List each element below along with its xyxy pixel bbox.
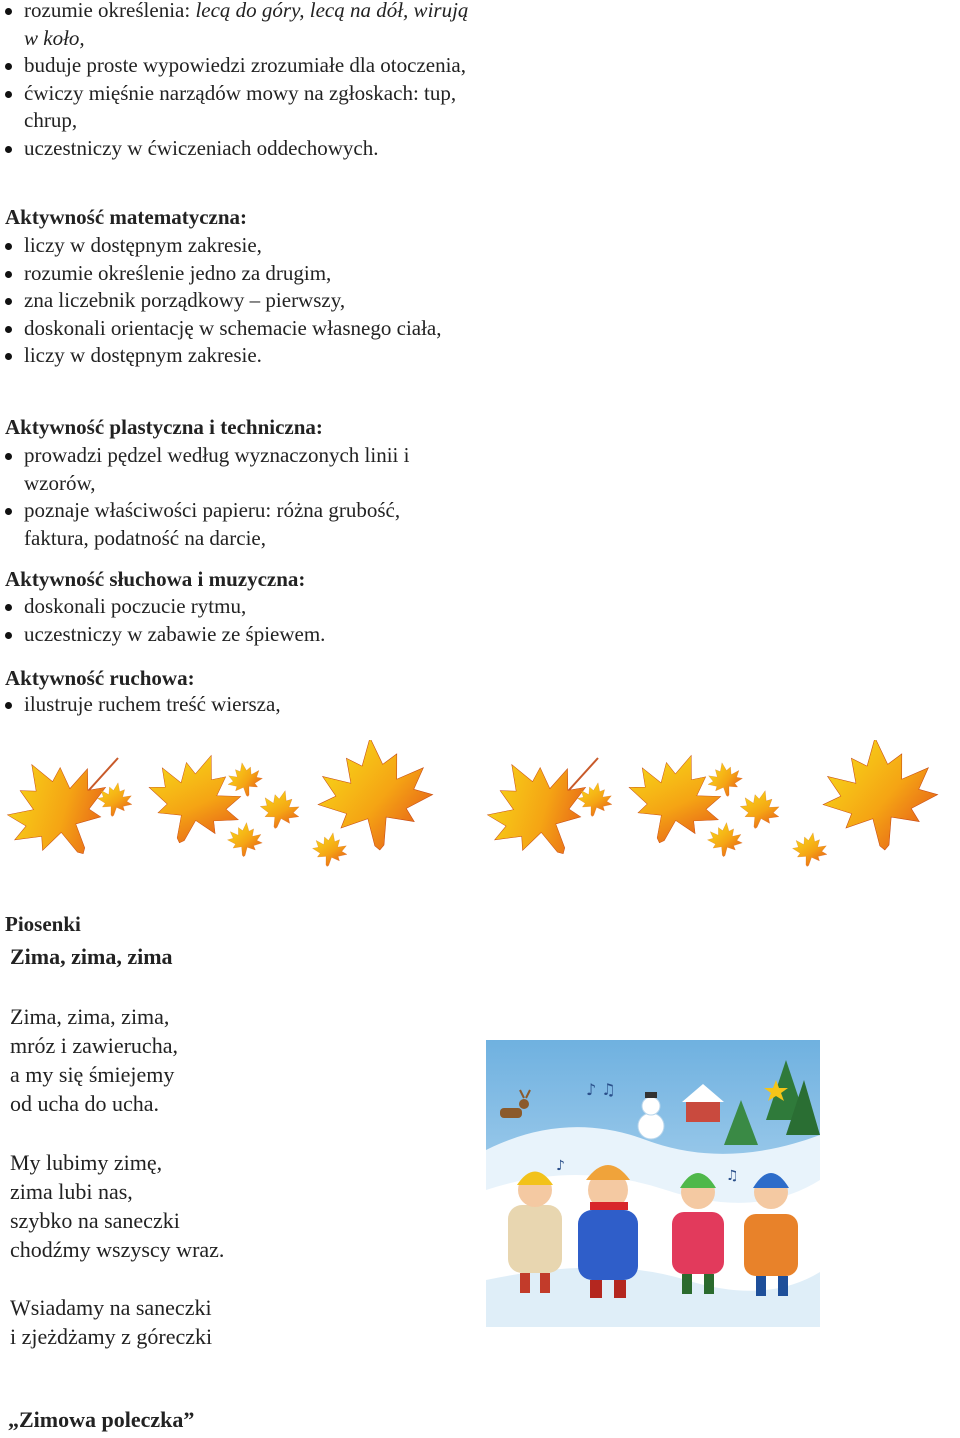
verse-line: szybko na saneczki: [10, 1208, 180, 1233]
leaf-group-left: [0, 740, 437, 870]
list-item: zna liczebnik porządkowy – pierwszy,: [0, 287, 460, 315]
math-list: [0, 232, 460, 370]
verse-line: chodźmy wszyscy wraz.: [10, 1237, 225, 1262]
list-item: poznaje właściwości papieru: różna grubość, faktura, podatność na darcie,: [0, 497, 470, 552]
song-title: Zima, zima, zima: [10, 944, 173, 969]
list-item: liczy w dostępnym zakresie.: [0, 342, 460, 370]
section-heading-math: Aktywność matematyczna:: [5, 205, 248, 229]
list-item: rozumie określenia: lecą do góry, lecą na dół, wirują w koło,: [0, 0, 470, 52]
verse-line: My lubimy zimę,: [10, 1150, 163, 1175]
leaf-group-right: [466, 740, 942, 870]
songs-heading: Piosenki: [5, 912, 81, 936]
list-item: uczestniczy w ćwiczeniach oddechowych.: [0, 135, 470, 163]
verse-line: Zima, zima, zima,: [10, 1004, 170, 1029]
svg-text:♫: ♫: [726, 1168, 739, 1184]
second-song-title: „Zimowa poleczka”: [8, 1407, 195, 1432]
list-item: doskonali poczucie rytmu,: [0, 593, 470, 621]
music-list: [0, 593, 470, 648]
list-item: prowadzi pędzel według wyznaczonych linii i wzorów,: [0, 442, 470, 497]
verse-line: a my się śmiejemy: [10, 1062, 175, 1087]
verse-line: zima lubi nas,: [10, 1179, 133, 1204]
intro-list: [0, 0, 470, 162]
stanza-2: [10, 1148, 224, 1264]
svg-text:♪ ♫: ♪ ♫: [586, 1080, 616, 1099]
verse-line: mróz i zawierucha,: [10, 1033, 178, 1058]
verse-line: Wsiadamy na saneczki: [10, 1295, 212, 1320]
section-heading-art: Aktywność plastyczna i techniczna:: [5, 415, 323, 439]
art-list: [0, 442, 470, 552]
verse-line: od ucha do ucha.: [10, 1091, 160, 1116]
list-item: ilustruje ruchem treść wiersza,: [0, 691, 470, 719]
list-item: uczestniczy w zabawie ze śpiewem.: [0, 621, 470, 649]
list-item: buduje proste wypowiedzi zrozumiałe dla otoczenia,: [0, 52, 470, 80]
autumn-leaves-border: [0, 740, 960, 870]
winter-kids-illustration: [486, 1040, 820, 1327]
list-item: ćwiczy mięśnie narządów mowy na zgłoskach: tup, chrup,: [0, 80, 470, 135]
section-heading-movement: Aktywność ruchowa:: [5, 666, 195, 690]
movement-list: [0, 691, 470, 719]
list-item: liczy w dostępnym zakresie,: [0, 232, 460, 260]
stanza-3: [10, 1293, 212, 1351]
svg-text:♪: ♪: [556, 1158, 565, 1174]
stanza-1: [10, 1002, 178, 1118]
list-item: rozumie określenie jedno za drugim,: [0, 260, 460, 288]
verse-line: i zjeżdżamy z góreczki: [10, 1324, 213, 1349]
section-heading-music: Aktywność słuchowa i muzyczna:: [5, 567, 306, 591]
list-item: doskonali orientację w schemacie własnego ciała,: [0, 315, 460, 343]
